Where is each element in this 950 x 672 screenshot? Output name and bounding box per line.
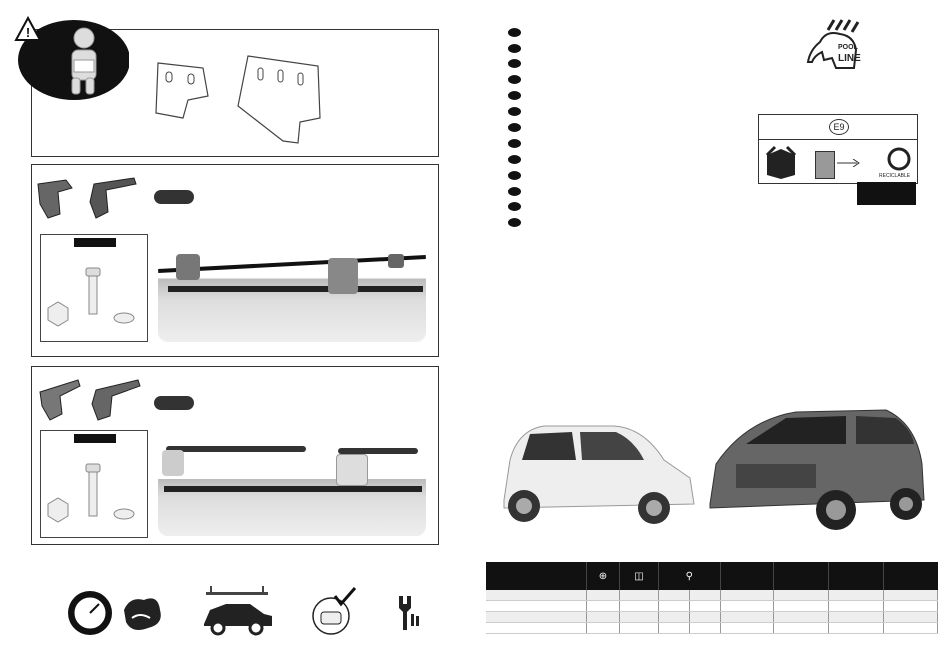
list-bullet	[508, 139, 521, 148]
kit-code-label	[154, 190, 194, 204]
col-header	[587, 562, 620, 590]
arrow-icon	[837, 159, 861, 167]
check-icon	[309, 586, 359, 636]
hardware-label-bar-aero	[74, 434, 116, 443]
col-header	[883, 562, 938, 590]
recycle-label: RECICLABLE	[879, 173, 911, 179]
list-bullet	[508, 75, 521, 84]
key-icon: ⚲	[685, 570, 693, 582]
list-bullet	[508, 123, 521, 132]
warning-badge	[14, 12, 129, 102]
col-header	[659, 562, 721, 590]
manual-icon	[815, 151, 835, 179]
table-row	[486, 590, 938, 601]
list-bullet	[508, 107, 521, 116]
car-roof-photo	[158, 236, 426, 342]
bracket-small-icon	[148, 58, 218, 123]
box-icon	[765, 145, 797, 179]
car-photo-suv	[706, 404, 926, 534]
list-bullet	[508, 187, 521, 196]
col-header	[720, 562, 773, 590]
table-row	[486, 612, 938, 623]
homologation-black-bar	[857, 182, 916, 205]
logo-line1: POOL	[838, 44, 858, 51]
hardware-label-bar	[74, 238, 116, 247]
list-bullet	[508, 171, 521, 180]
col-header	[486, 562, 587, 590]
table-row	[486, 623, 938, 634]
list-bullet	[508, 155, 521, 164]
col-header	[828, 562, 883, 590]
warning-icon	[16, 18, 40, 40]
wrench-icon	[391, 594, 421, 632]
measure-icon: ⊕	[598, 570, 608, 582]
pool-line-logo	[806, 18, 870, 74]
bracket-large-icon	[228, 48, 328, 148]
kit-code-label-aero	[154, 396, 194, 410]
col-header	[773, 562, 828, 590]
e-mark: E9	[829, 119, 849, 135]
car-photo-hatchback	[494, 420, 699, 530]
application-table	[486, 562, 938, 634]
speed-icon	[65, 588, 115, 638]
weather-icon	[120, 590, 165, 635]
svg-text:!: !	[25, 25, 31, 40]
car-load-icon	[198, 584, 276, 638]
table-row	[486, 601, 938, 612]
bolt-nut-washer-icon	[42, 266, 142, 331]
list-bullet	[508, 28, 521, 37]
foot-pair-icon	[36, 176, 141, 221]
logo-line2: LINE	[838, 53, 861, 64]
col-header	[620, 562, 659, 590]
list-bullet	[508, 59, 521, 68]
foot-pair-aero-icon	[38, 378, 143, 423]
list-bullet	[508, 44, 521, 53]
list-bullet	[508, 202, 521, 211]
list-bullet	[508, 91, 521, 100]
recycle-icon	[887, 147, 911, 171]
door-icon: ◫	[634, 570, 644, 582]
list-bullet	[508, 218, 521, 227]
car-roof-photo-aero	[158, 432, 426, 536]
homologation-box	[758, 114, 918, 184]
bolt-nut-washer-aero-icon	[42, 462, 142, 527]
